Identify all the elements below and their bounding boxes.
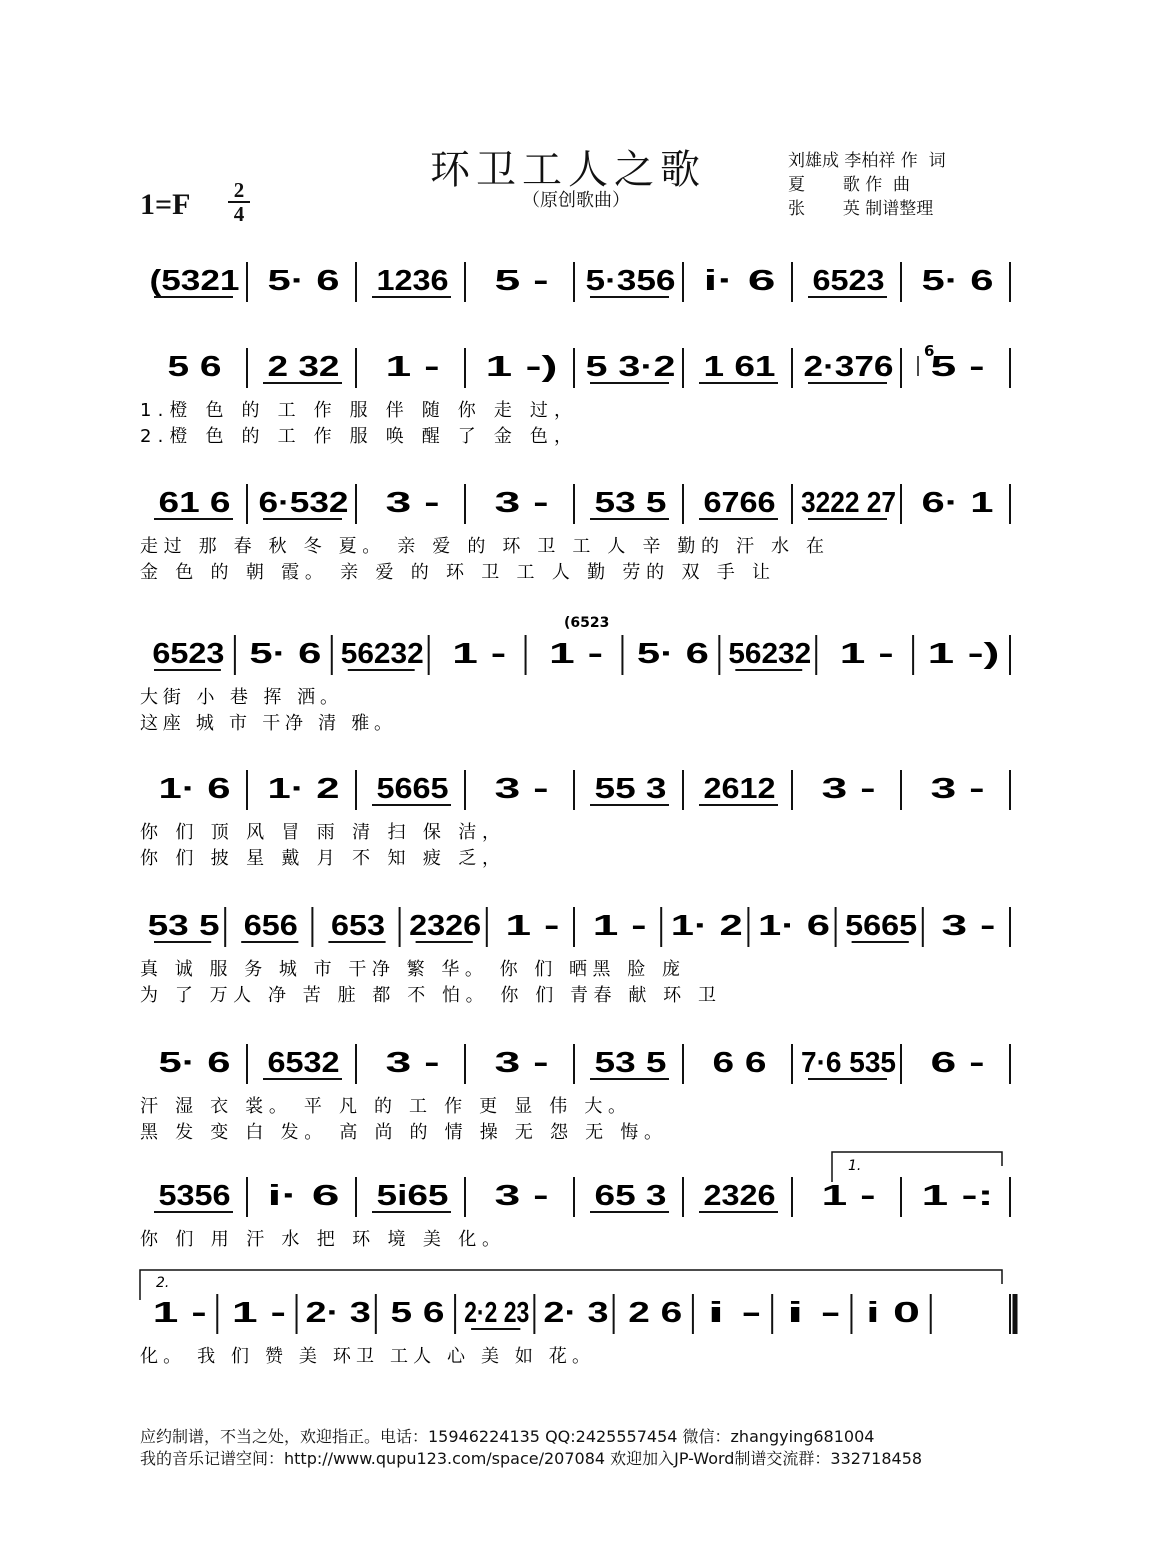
measure: 5665: [376, 773, 449, 805]
measure: i -: [786, 1297, 841, 1329]
lyric-verse1: 真 诚 服 务 城 市 干净 繁 华。 你 们 晒黑 脸 庞: [140, 959, 680, 980]
measure: 5 3·2: [585, 351, 676, 383]
footer-contact: 应约制谱，不当之处，欢迎指正。电话：15946224135 QQ:2425557454 微信：zhangying681004: [140, 1427, 875, 1446]
measure: 5 -: [494, 265, 549, 297]
measure: 6523: [152, 638, 225, 670]
measure: 3 -: [494, 1047, 549, 1079]
measure: 61 6: [158, 487, 231, 519]
measure: 53 5: [147, 910, 220, 942]
measure: 2· 3: [305, 1297, 371, 1329]
footer-website: 我的音乐记谱空间：http://www.qupu123.com/space/207084 欢迎加入JP-Word制谱交流群：332718458: [140, 1449, 923, 1468]
measure: (5321: [149, 265, 240, 297]
measure: 1 -: [152, 1297, 207, 1329]
lyric-verse2: 金 色 的 朝 霞。 亲 爱 的 环 卫 工 人 勤 劳的 双 手 让: [140, 562, 771, 583]
measure: i· 6: [703, 265, 776, 297]
measure: 1· 6: [758, 910, 830, 942]
lyric-verse2: 为 了 万人 净 苦 脏 都 不 怕。 你 们 青春 献 环 卫: [140, 985, 717, 1006]
measure: 1 -:: [921, 1180, 994, 1212]
lyric-verse2: 这座 城 市 干净 清 雅。: [140, 713, 392, 734]
measure: 1 -): [485, 351, 558, 383]
measure: 5· 6: [636, 638, 709, 670]
measure: 1 61: [703, 351, 776, 383]
measure: 5 6: [390, 1297, 445, 1329]
system-9: [140, 1294, 1015, 1367]
measure: 3 -: [385, 1047, 440, 1079]
measure: 3 -: [494, 487, 549, 519]
measure: 53 5: [594, 487, 667, 519]
measure: 1 -: [231, 1297, 286, 1329]
lyric-verse1: 走过 那 春 秋 冬 夏。 亲 爱 的 环 卫 工 人 辛 勤的 汗 水 在: [140, 536, 825, 557]
measure: 6523: [812, 265, 885, 297]
lyric-verse2: 2.橙 色 的 工 作 服 唤 醒 了 金 色，: [140, 426, 572, 447]
measure: 1236: [376, 265, 449, 297]
measure: 6532: [267, 1047, 340, 1079]
song-subtitle: （原创歌曲）: [522, 190, 630, 211]
score-systems: [140, 262, 1015, 1367]
measure: 7·6 535: [801, 1047, 896, 1079]
measure: 56232: [728, 638, 812, 670]
measure: 2326: [703, 1180, 776, 1212]
measure: 5·356: [585, 265, 676, 297]
measure: 1 -: [452, 638, 507, 670]
measure: 6 6: [712, 1047, 767, 1079]
measure: i 0: [866, 1297, 921, 1329]
measure: 5· 6: [158, 1047, 231, 1079]
measure: 5 -: [930, 351, 985, 383]
measure: 3 -: [821, 773, 876, 805]
measure: 6766: [703, 487, 776, 519]
measure: 1· 2: [670, 910, 743, 942]
measure: 3 -: [385, 487, 440, 519]
lyric-verse2: 你 们 披 星 戴 月 不 知 疲 乏，: [140, 848, 500, 869]
measure: 5 6: [167, 351, 222, 383]
measure: 2326: [409, 910, 482, 942]
measure: 6·532: [258, 487, 349, 519]
lyric-verse1: 你 们 顶 风 冒 雨 清 扫 保 洁，: [140, 822, 500, 843]
lyric-verse1: 大街 小 巷 挥 洒。: [140, 687, 338, 708]
measure: 2612: [703, 773, 776, 805]
lyric-verse1: 你 们 用 汗 水 把 环 境 美 化。: [140, 1229, 500, 1250]
system-1: [150, 262, 1011, 302]
measure: 1 -: [505, 910, 560, 942]
measure: 65 3: [594, 1180, 667, 1212]
measure: 1 -: [821, 1180, 876, 1212]
measure: 1 -: [385, 351, 440, 383]
system-5: [140, 770, 1010, 869]
measure: 653: [331, 910, 385, 942]
measure: 3 -: [930, 773, 985, 805]
measure: 3 -: [941, 910, 996, 942]
system-8: [140, 1177, 1010, 1250]
measure: 6 -: [930, 1047, 985, 1079]
system-2: [140, 348, 1010, 447]
system-3: [140, 484, 1010, 583]
measure: 5· 6: [267, 265, 340, 297]
measure: 3222 27: [801, 487, 896, 519]
measure: i -: [707, 1297, 762, 1329]
measure: 56232: [340, 638, 424, 670]
credit-composer: 夏 歌 作 曲: [788, 175, 911, 195]
measure: 3 -: [494, 1180, 549, 1212]
system-7: [140, 1044, 1010, 1143]
measure: 1· 2: [267, 773, 340, 805]
measure: 1 -: [839, 638, 894, 670]
measure: 5i65: [376, 1180, 449, 1212]
cue-notes: (6523: [564, 615, 610, 631]
credit-arranger: 张 英 制谱整理: [788, 199, 934, 219]
song-title: 环卫工人之歌: [430, 147, 706, 193]
time-signature-bottom: 4: [233, 202, 245, 226]
volta-1-label: 1.: [848, 1158, 862, 1174]
lyric-verse1: 1.橙 色 的 工 作 服 伴 随 你 走 过，: [140, 400, 572, 421]
measure: 5· 6: [921, 265, 994, 297]
measure: 5· 6: [249, 638, 322, 670]
measure: 1 -: [549, 638, 603, 670]
lyric-verse1: 汗 湿 衣 裳。 平 凡 的 工 作 更 显 伟 大。: [140, 1096, 626, 1117]
credit-lyricist: 刘雄成 李柏祥 作 词: [788, 151, 946, 171]
grace-note: 6: [924, 342, 935, 360]
measure: 1 -: [592, 910, 647, 942]
volta-2-label: 2.: [156, 1275, 170, 1291]
measure: 2· 3: [543, 1297, 609, 1329]
measure: 1· 6: [158, 773, 231, 805]
measure: 656: [243, 910, 298, 942]
system-6: [140, 907, 1010, 1006]
lyric-verse2: 黑 发 变 白 发。 高 尚 的 情 操 无 怨 无 悔。: [140, 1122, 662, 1143]
measure: 5665: [845, 910, 918, 942]
key-signature: 1=F: [140, 188, 191, 221]
measure: 53 5: [594, 1047, 667, 1079]
measure: 6· 1: [921, 487, 994, 519]
measure: 1 -): [927, 638, 1000, 670]
measure: 3 -: [494, 773, 549, 805]
measure: 2 6: [628, 1297, 683, 1329]
measure: 5356: [158, 1180, 231, 1212]
measure: 2·376: [803, 351, 894, 383]
measure: 55 3: [594, 773, 667, 805]
time-signature-top: 2: [233, 178, 245, 202]
system-4: [140, 635, 1010, 734]
measure: i· 6: [267, 1180, 340, 1212]
lyric-verse1: 化。 我 们 赞 美 环卫 工人 心 美 如 花。: [140, 1346, 590, 1367]
measure: 2 32: [267, 351, 340, 383]
measure: 2·2 23: [464, 1297, 530, 1329]
